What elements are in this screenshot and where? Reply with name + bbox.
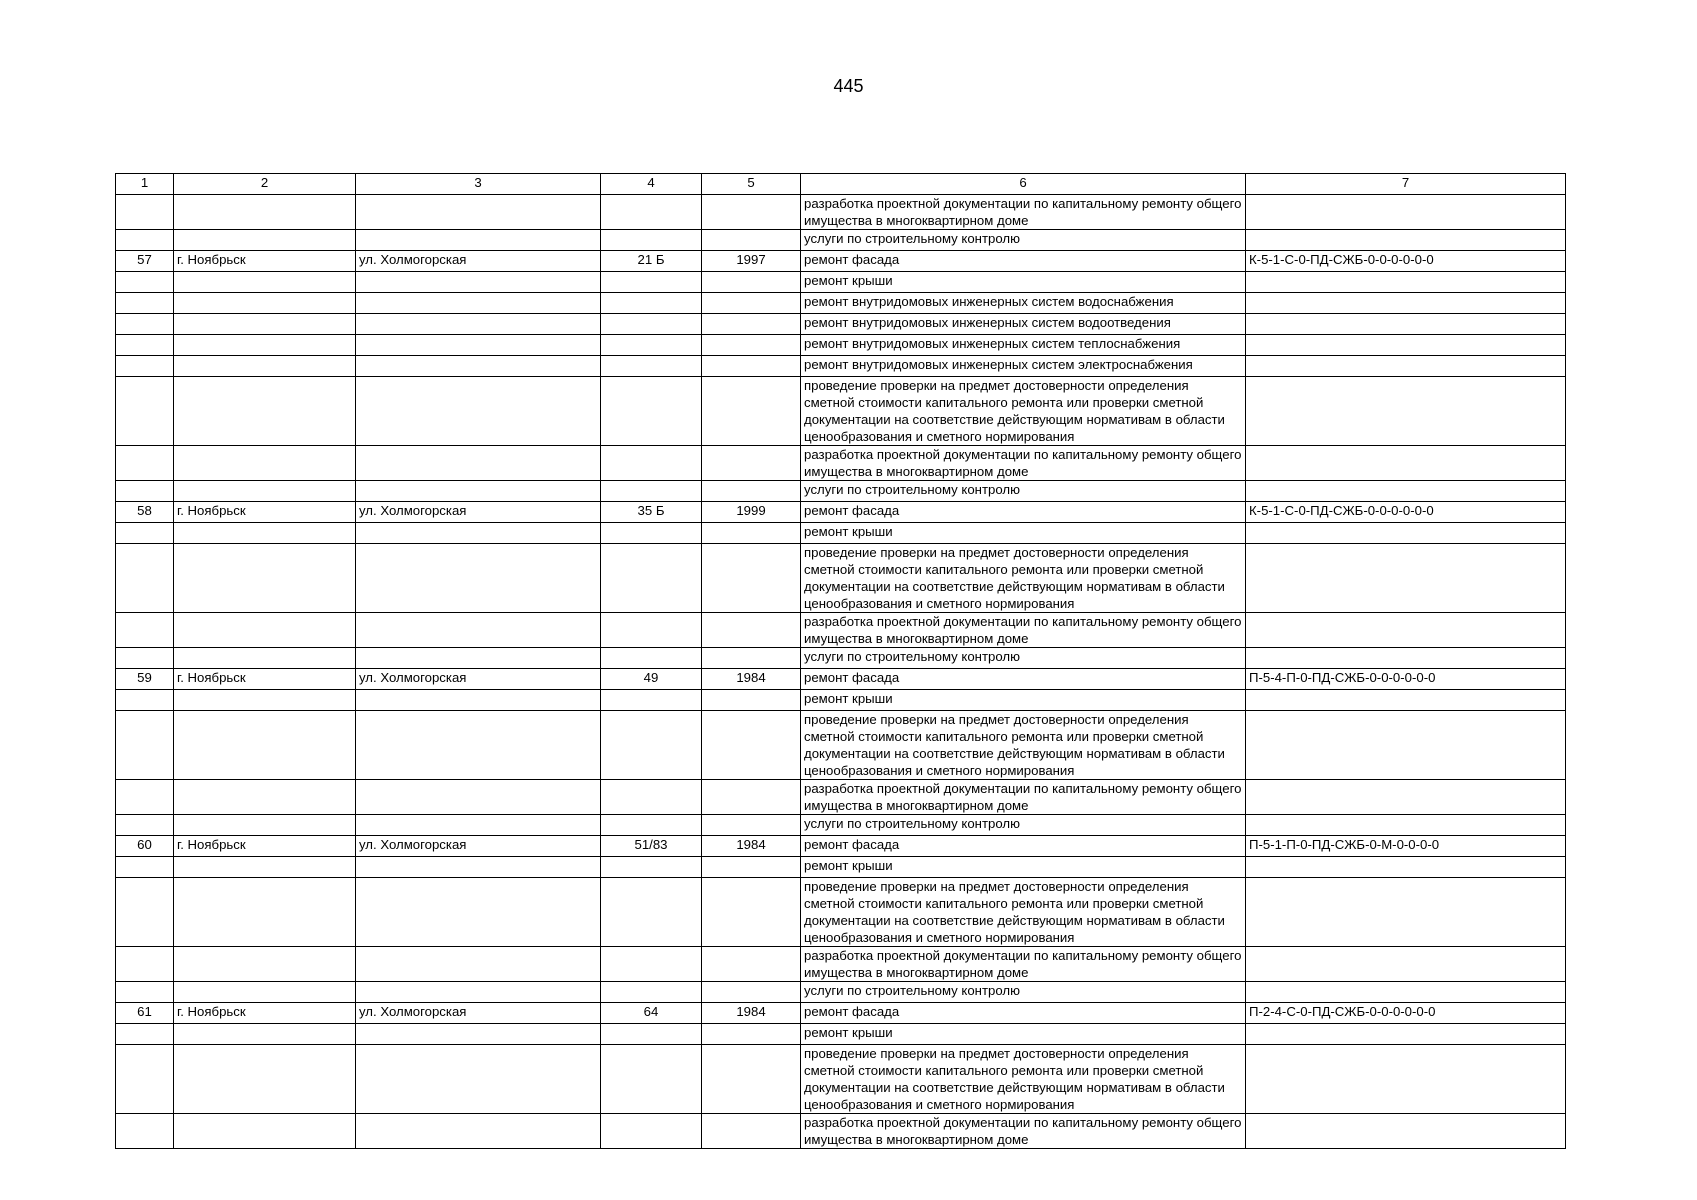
table-row [116,857,1566,878]
year-cell [702,711,801,780]
year-cell [702,815,801,836]
street-cell [356,711,601,780]
street-cell [356,481,601,502]
year-cell [702,1045,801,1114]
table-row [116,502,1566,523]
year-cell [702,1114,801,1149]
table-row [116,230,1566,251]
work-type-cell: ремонт фасада [801,836,1246,857]
code-cell [1246,878,1566,947]
year-cell: 1984 [702,669,801,690]
column-header: 6 [801,174,1246,195]
work-type-cell: ремонт внутридомовых инженерных систем водоотведения [801,314,1246,335]
row-number-cell: 58 [116,502,174,523]
row-number-cell [116,780,174,815]
city-cell [174,780,356,815]
house-number-cell [601,1024,702,1045]
street-cell [356,857,601,878]
street-cell [356,648,601,669]
row-number-cell [116,947,174,982]
table-row [116,815,1566,836]
house-number-cell [601,481,702,502]
work-type-cell: услуги по строительному контролю [801,481,1246,502]
row-number-cell [116,230,174,251]
house-number-cell [601,230,702,251]
house-number-cell [601,446,702,481]
city-cell [174,982,356,1003]
row-number-cell [116,544,174,613]
street-cell [356,690,601,711]
city-cell [174,293,356,314]
row-number-cell [116,335,174,356]
street-cell [356,815,601,836]
work-type-cell: разработка проектной документации по капитальному ремонту общего имущества в многоквартирном доме [801,780,1246,815]
year-cell: 1999 [702,502,801,523]
city-cell [174,544,356,613]
city-cell [174,481,356,502]
work-type-cell: разработка проектной документации по капитальному ремонту общего имущества в многоквартирном доме [801,947,1246,982]
table-row [116,195,1566,230]
year-cell [702,982,801,1003]
work-type-cell: ремонт крыши [801,690,1246,711]
work-type-cell: ремонт фасада [801,251,1246,272]
code-cell: П-2-4-С-0-ПД-СЖБ-0-0-0-0-0-0 [1246,1003,1566,1024]
code-cell [1246,272,1566,293]
street-cell [356,377,601,446]
work-type-cell: услуги по строительному контролю [801,982,1246,1003]
street-cell [356,230,601,251]
street-cell [356,1114,601,1149]
house-number-cell [601,982,702,1003]
house-number-cell [601,377,702,446]
city-cell [174,523,356,544]
year-cell [702,523,801,544]
year-cell [702,272,801,293]
row-number-cell: 60 [116,836,174,857]
row-number-cell [116,1045,174,1114]
house-number-cell: 35 Б [601,502,702,523]
table-row [116,481,1566,502]
code-cell [1246,377,1566,446]
street-cell: ул. Холмогорская [356,669,601,690]
city-cell [174,857,356,878]
row-number-cell: 61 [116,1003,174,1024]
year-cell [702,648,801,669]
year-cell [702,613,801,648]
code-cell [1246,230,1566,251]
table-row [116,711,1566,780]
work-type-cell: услуги по строительному контролю [801,230,1246,251]
table-row [116,544,1566,613]
year-cell [702,446,801,481]
year-cell [702,947,801,982]
work-type-cell: ремонт крыши [801,1024,1246,1045]
year-cell [702,481,801,502]
table-row [116,446,1566,481]
house-number-cell [601,544,702,613]
row-number-cell [116,982,174,1003]
street-cell [356,1045,601,1114]
house-number-cell [601,335,702,356]
column-header: 5 [702,174,801,195]
code-cell [1246,1045,1566,1114]
street-cell: ул. Холмогорская [356,502,601,523]
year-cell [702,1024,801,1045]
work-type-cell: ремонт фасада [801,502,1246,523]
row-number-cell: 59 [116,669,174,690]
work-type-cell: ремонт фасада [801,669,1246,690]
street-cell [356,613,601,648]
street-cell [356,446,601,481]
work-type-cell: разработка проектной документации по капитальному ремонту общего имущества в многоквартирном доме [801,446,1246,481]
table-row [116,272,1566,293]
table-row [116,1003,1566,1024]
city-cell [174,711,356,780]
table-row [116,690,1566,711]
page-number: 445 [833,76,864,96]
street-cell [356,272,601,293]
street-cell [356,523,601,544]
city-cell [174,272,356,293]
column-number-row [116,174,1566,195]
street-cell [356,982,601,1003]
work-type-cell: проведение проверки на предмет достоверности определения сметной стоимости капитального ремонта или проверки сметной документации на соответствие действующим нормативам в области ценообразования и сметного нормирования [801,544,1246,613]
work-type-cell: проведение проверки на предмет достоверности определения сметной стоимости капитального ремонта или проверки сметной документации на соответствие действующим нормативам в области ценообразования и сметного нормирования [801,878,1246,947]
work-type-cell: ремонт фасада [801,1003,1246,1024]
row-number-cell [116,648,174,669]
table-row [116,293,1566,314]
year-cell [702,857,801,878]
code-cell [1246,195,1566,230]
year-cell [702,377,801,446]
street-cell: ул. Холмогорская [356,251,601,272]
work-type-cell: проведение проверки на предмет достоверности определения сметной стоимости капитального ремонта или проверки сметной документации на соответствие действующим нормативам в области ценообразования и сметного нормирования [801,377,1246,446]
year-cell [702,690,801,711]
row-number-cell: 57 [116,251,174,272]
year-cell [702,230,801,251]
table-row [116,613,1566,648]
table-row [116,1045,1566,1114]
column-header: 7 [1246,174,1566,195]
table-row [116,982,1566,1003]
code-cell: П-5-4-П-0-ПД-СЖБ-0-0-0-0-0-0 [1246,669,1566,690]
city-cell [174,230,356,251]
code-cell [1246,293,1566,314]
street-cell [356,314,601,335]
city-cell [174,446,356,481]
year-cell: 1984 [702,1003,801,1024]
city-cell [174,356,356,377]
house-number-cell [601,711,702,780]
row-number-cell [116,446,174,481]
house-number-cell [601,648,702,669]
city-cell: г. Ноябрьск [174,669,356,690]
street-cell [356,947,601,982]
house-number-cell: 64 [601,1003,702,1024]
code-cell [1246,815,1566,836]
row-number-cell [116,815,174,836]
work-type-cell: ремонт внутридомовых инженерных систем водоснабжения [801,293,1246,314]
work-type-cell: ремонт крыши [801,857,1246,878]
code-cell [1246,1024,1566,1045]
house-number-cell [601,1114,702,1149]
code-cell [1246,613,1566,648]
street-cell: ул. Холмогорская [356,836,601,857]
work-type-cell: ремонт крыши [801,523,1246,544]
city-cell: г. Ноябрьск [174,251,356,272]
city-cell: г. Ноябрьск [174,836,356,857]
year-cell [702,544,801,613]
city-cell [174,1024,356,1045]
street-cell [356,878,601,947]
table-row [116,251,1566,272]
table-body [116,174,1566,1149]
table-row [116,780,1566,815]
table-row [116,335,1566,356]
house-number-cell [601,314,702,335]
code-cell: П-5-1-П-0-ПД-СЖБ-0-М-0-0-0-0 [1246,836,1566,857]
code-cell [1246,356,1566,377]
code-cell [1246,947,1566,982]
column-header: 2 [174,174,356,195]
street-cell [356,356,601,377]
table-row [116,1024,1566,1045]
house-number-cell [601,272,702,293]
city-cell [174,377,356,446]
row-number-cell [116,690,174,711]
table-row [116,947,1566,982]
row-number-cell [116,195,174,230]
row-number-cell [116,613,174,648]
year-cell [702,293,801,314]
code-cell [1246,446,1566,481]
code-cell [1246,857,1566,878]
year-cell [702,335,801,356]
row-number-cell [116,878,174,947]
code-cell [1246,711,1566,780]
row-number-cell [116,293,174,314]
house-number-cell [601,293,702,314]
row-number-cell [116,481,174,502]
year-cell [702,780,801,815]
row-number-cell [116,857,174,878]
street-cell [356,195,601,230]
table-row [116,878,1566,947]
city-cell [174,815,356,836]
year-cell: 1997 [702,251,801,272]
row-number-cell [116,356,174,377]
city-cell [174,335,356,356]
city-cell [174,947,356,982]
table-row [116,377,1566,446]
code-cell [1246,648,1566,669]
house-number-cell: 21 Б [601,251,702,272]
city-cell [174,1114,356,1149]
table-row [116,356,1566,377]
column-header: 4 [601,174,702,195]
code-cell [1246,314,1566,335]
year-cell: 1984 [702,836,801,857]
house-number-cell [601,195,702,230]
code-cell: К-5-1-С-0-ПД-СЖБ-0-0-0-0-0-0 [1246,251,1566,272]
table-row [116,1114,1566,1149]
row-number-cell [116,523,174,544]
row-number-cell [116,1024,174,1045]
repair-program-table [115,173,1566,1149]
house-number-cell [601,1045,702,1114]
work-type-cell: разработка проектной документации по капитальному ремонту общего имущества в многоквартирном доме [801,195,1246,230]
house-number-cell [601,878,702,947]
city-cell [174,878,356,947]
street-cell: ул. Холмогорская [356,1003,601,1024]
table-row [116,836,1566,857]
year-cell [702,878,801,947]
work-type-cell: проведение проверки на предмет достоверности определения сметной стоимости капитального ремонта или проверки сметной документации на соответствие действующим нормативам в области ценообразования и сметного нормирования [801,1045,1246,1114]
city-cell [174,613,356,648]
house-number-cell [601,613,702,648]
house-number-cell [601,857,702,878]
code-cell [1246,780,1566,815]
city-cell [174,690,356,711]
street-cell [356,544,601,613]
city-cell [174,1045,356,1114]
house-number-cell [601,690,702,711]
code-cell [1246,544,1566,613]
house-number-cell [601,947,702,982]
street-cell [356,1024,601,1045]
house-number-cell: 51/83 [601,836,702,857]
table-row [116,314,1566,335]
table-row [116,523,1566,544]
year-cell [702,195,801,230]
row-number-cell [116,314,174,335]
work-type-cell: услуги по строительному контролю [801,815,1246,836]
work-type-cell: услуги по строительному контролю [801,648,1246,669]
city-cell [174,648,356,669]
work-type-cell: разработка проектной документации по капитальному ремонту общего имущества в многоквартирном доме [801,1114,1246,1149]
street-cell [356,335,601,356]
code-cell [1246,481,1566,502]
table-row [116,669,1566,690]
column-header: 1 [116,174,174,195]
work-type-cell: ремонт крыши [801,272,1246,293]
column-header: 3 [356,174,601,195]
code-cell [1246,523,1566,544]
work-type-cell: ремонт внутридомовых инженерных систем электроснабжения [801,356,1246,377]
street-cell [356,780,601,815]
row-number-cell [116,272,174,293]
house-number-cell [601,523,702,544]
city-cell [174,314,356,335]
work-type-cell: проведение проверки на предмет достоверности определения сметной стоимости капитального ремонта или проверки сметной документации на соответствие действующим нормативам в области ценообразования и сметного нормирования [801,711,1246,780]
code-cell: К-5-1-С-0-ПД-СЖБ-0-0-0-0-0-0 [1246,502,1566,523]
code-cell [1246,982,1566,1003]
house-number-cell: 49 [601,669,702,690]
table-row [116,648,1566,669]
code-cell [1246,1114,1566,1149]
code-cell [1246,335,1566,356]
city-cell [174,195,356,230]
house-number-cell [601,356,702,377]
year-cell [702,314,801,335]
work-type-cell: разработка проектной документации по капитальному ремонту общего имущества в многоквартирном доме [801,613,1246,648]
street-cell [356,293,601,314]
year-cell [702,356,801,377]
city-cell: г. Ноябрьск [174,1003,356,1024]
row-number-cell [116,1114,174,1149]
row-number-cell [116,711,174,780]
house-number-cell [601,815,702,836]
city-cell: г. Ноябрьск [174,502,356,523]
code-cell [1246,690,1566,711]
row-number-cell [116,377,174,446]
house-number-cell [601,780,702,815]
work-type-cell: ремонт внутридомовых инженерных систем теплоснабжения [801,335,1246,356]
